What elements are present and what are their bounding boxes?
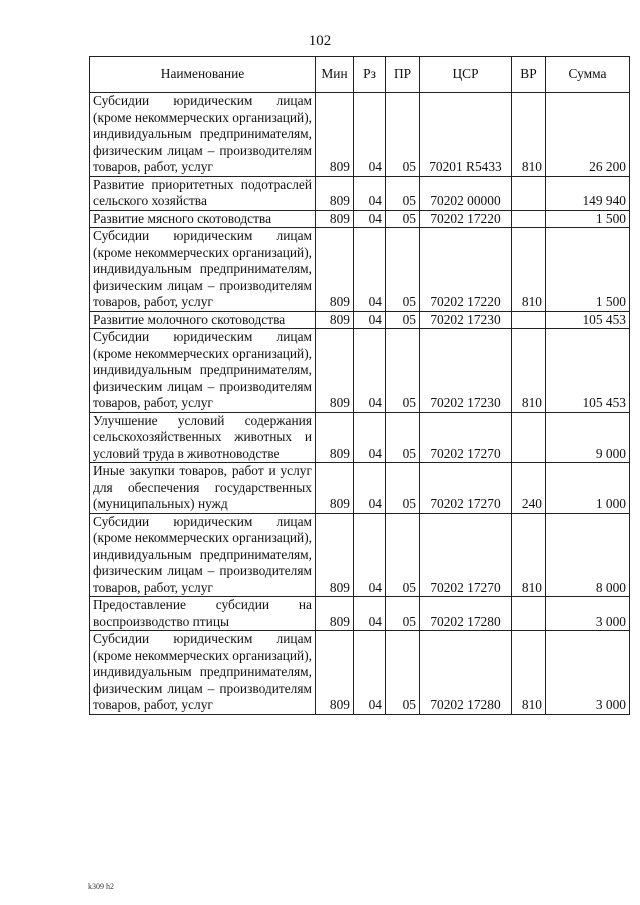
cell-min: 809 bbox=[316, 329, 354, 413]
table-row bbox=[90, 463, 630, 514]
table-row bbox=[90, 513, 630, 597]
cell-name: Развитие молочного скотоводства bbox=[90, 311, 316, 329]
header-min: Мин bbox=[316, 57, 354, 93]
cell-name: Развитие мясного скотоводства bbox=[90, 210, 316, 228]
cell-sum: 105 453 bbox=[546, 311, 630, 329]
cell-sum: 8 000 bbox=[546, 513, 630, 597]
cell-rz: 04 bbox=[354, 311, 386, 329]
budget-table bbox=[89, 56, 630, 715]
table-row bbox=[90, 631, 630, 715]
cell-sum: 3 000 bbox=[546, 597, 630, 631]
cell-sum: 9 000 bbox=[546, 412, 630, 463]
cell-rz: 04 bbox=[354, 631, 386, 715]
header-sum: Сумма bbox=[546, 57, 630, 93]
cell-csr: 70202 17280 bbox=[420, 631, 512, 715]
cell-rz: 04 bbox=[354, 329, 386, 413]
header-name: Наименование bbox=[90, 57, 316, 93]
cell-pr: 05 bbox=[386, 93, 420, 177]
cell-min: 809 bbox=[316, 513, 354, 597]
cell-vr bbox=[512, 210, 546, 228]
cell-csr: 70202 17220 bbox=[420, 228, 512, 312]
cell-sum: 26 200 bbox=[546, 93, 630, 177]
cell-min: 809 bbox=[316, 597, 354, 631]
cell-min: 809 bbox=[316, 412, 354, 463]
header-vr: ВР bbox=[512, 57, 546, 93]
cell-min: 809 bbox=[316, 631, 354, 715]
cell-vr: 240 bbox=[512, 463, 546, 514]
page-number: 102 bbox=[308, 33, 332, 49]
table-row bbox=[90, 311, 630, 329]
cell-name: Субсидии юридическим лицам (кроме некоммерческих организаций), индивидуальным предпринимателям, физическим лицам – производителям товаров, работ, услуг bbox=[90, 93, 316, 177]
cell-csr: 70202 17270 bbox=[420, 513, 512, 597]
cell-rz: 04 bbox=[354, 93, 386, 177]
cell-csr: 70202 17270 bbox=[420, 463, 512, 514]
cell-name: Субсидии юридическим лицам (кроме некоммерческих организаций), индивидуальным предпринимателям, физическим лицам – производителям товаров, работ, услуг bbox=[90, 228, 316, 312]
cell-name: Предоставление субсидии на воспроизводство птицы bbox=[90, 597, 316, 631]
cell-pr: 05 bbox=[386, 311, 420, 329]
cell-vr bbox=[512, 311, 546, 329]
cell-rz: 04 bbox=[354, 463, 386, 514]
table-row bbox=[90, 228, 630, 312]
cell-min: 809 bbox=[316, 210, 354, 228]
cell-vr bbox=[512, 412, 546, 463]
cell-vr: 810 bbox=[512, 513, 546, 597]
cell-vr: 810 bbox=[512, 631, 546, 715]
cell-min: 809 bbox=[316, 93, 354, 177]
header-rz: Рз bbox=[354, 57, 386, 93]
cell-sum: 3 000 bbox=[546, 631, 630, 715]
cell-name: Развитие приоритетных подотраслей сельского хозяйства bbox=[90, 176, 316, 210]
cell-pr: 05 bbox=[386, 412, 420, 463]
cell-csr: 70202 17270 bbox=[420, 412, 512, 463]
cell-sum: 149 940 bbox=[546, 176, 630, 210]
cell-name: Субсидии юридическим лицам (кроме некоммерческих организаций), индивидуальным предпринимателям, физическим лицам – производителям товаров, работ, услуг bbox=[90, 329, 316, 413]
cell-vr: 810 bbox=[512, 93, 546, 177]
cell-min: 809 bbox=[316, 176, 354, 210]
cell-csr: 70202 17230 bbox=[420, 329, 512, 413]
table-header-row bbox=[90, 57, 630, 93]
cell-rz: 04 bbox=[354, 597, 386, 631]
table-row bbox=[90, 329, 630, 413]
cell-vr bbox=[512, 597, 546, 631]
cell-csr: 70202 00000 bbox=[420, 176, 512, 210]
cell-pr: 05 bbox=[386, 228, 420, 312]
table-row bbox=[90, 93, 630, 177]
cell-name: Улучшение условий содержания сельскохозяйственных животных и условий труда в животноводстве bbox=[90, 412, 316, 463]
table-row bbox=[90, 597, 630, 631]
cell-pr: 05 bbox=[386, 463, 420, 514]
cell-vr: 810 bbox=[512, 329, 546, 413]
cell-pr: 05 bbox=[386, 597, 420, 631]
cell-pr: 05 bbox=[386, 631, 420, 715]
cell-sum: 1 500 bbox=[546, 210, 630, 228]
cell-sum: 1 500 bbox=[546, 228, 630, 312]
cell-min: 809 bbox=[316, 463, 354, 514]
cell-name: Иные закупки товаров, работ и услуг для обеспечения государственных (муниципальных) нужд bbox=[90, 463, 316, 514]
cell-name: Субсидии юридическим лицам (кроме некоммерческих организаций), индивидуальным предпринимателям, физическим лицам – производителям товаров, работ, услуг bbox=[90, 631, 316, 715]
cell-pr: 05 bbox=[386, 329, 420, 413]
cell-rz: 04 bbox=[354, 228, 386, 312]
cell-sum: 105 453 bbox=[546, 329, 630, 413]
header-csr: ЦСР bbox=[420, 57, 512, 93]
cell-min: 809 bbox=[316, 228, 354, 312]
cell-csr: 70202 17220 bbox=[420, 210, 512, 228]
table-row bbox=[90, 412, 630, 463]
cell-rz: 04 bbox=[354, 412, 386, 463]
cell-pr: 05 bbox=[386, 176, 420, 210]
cell-name: Субсидии юридическим лицам (кроме некоммерческих организаций), индивидуальным предпринимателям, физическим лицам – производителям товаров, работ, услуг bbox=[90, 513, 316, 597]
table-row bbox=[90, 210, 630, 228]
cell-pr: 05 bbox=[386, 513, 420, 597]
cell-csr: 70201 R5433 bbox=[420, 93, 512, 177]
cell-rz: 04 bbox=[354, 513, 386, 597]
footer-code: k309 h2 bbox=[88, 882, 114, 891]
cell-csr: 70202 17280 bbox=[420, 597, 512, 631]
cell-sum: 1 000 bbox=[546, 463, 630, 514]
cell-min: 809 bbox=[316, 311, 354, 329]
cell-rz: 04 bbox=[354, 210, 386, 228]
cell-rz: 04 bbox=[354, 176, 386, 210]
table-row bbox=[90, 176, 630, 210]
header-pr: ПР bbox=[386, 57, 420, 93]
cell-pr: 05 bbox=[386, 210, 420, 228]
cell-vr: 810 bbox=[512, 228, 546, 312]
cell-csr: 70202 17230 bbox=[420, 311, 512, 329]
cell-vr bbox=[512, 176, 546, 210]
